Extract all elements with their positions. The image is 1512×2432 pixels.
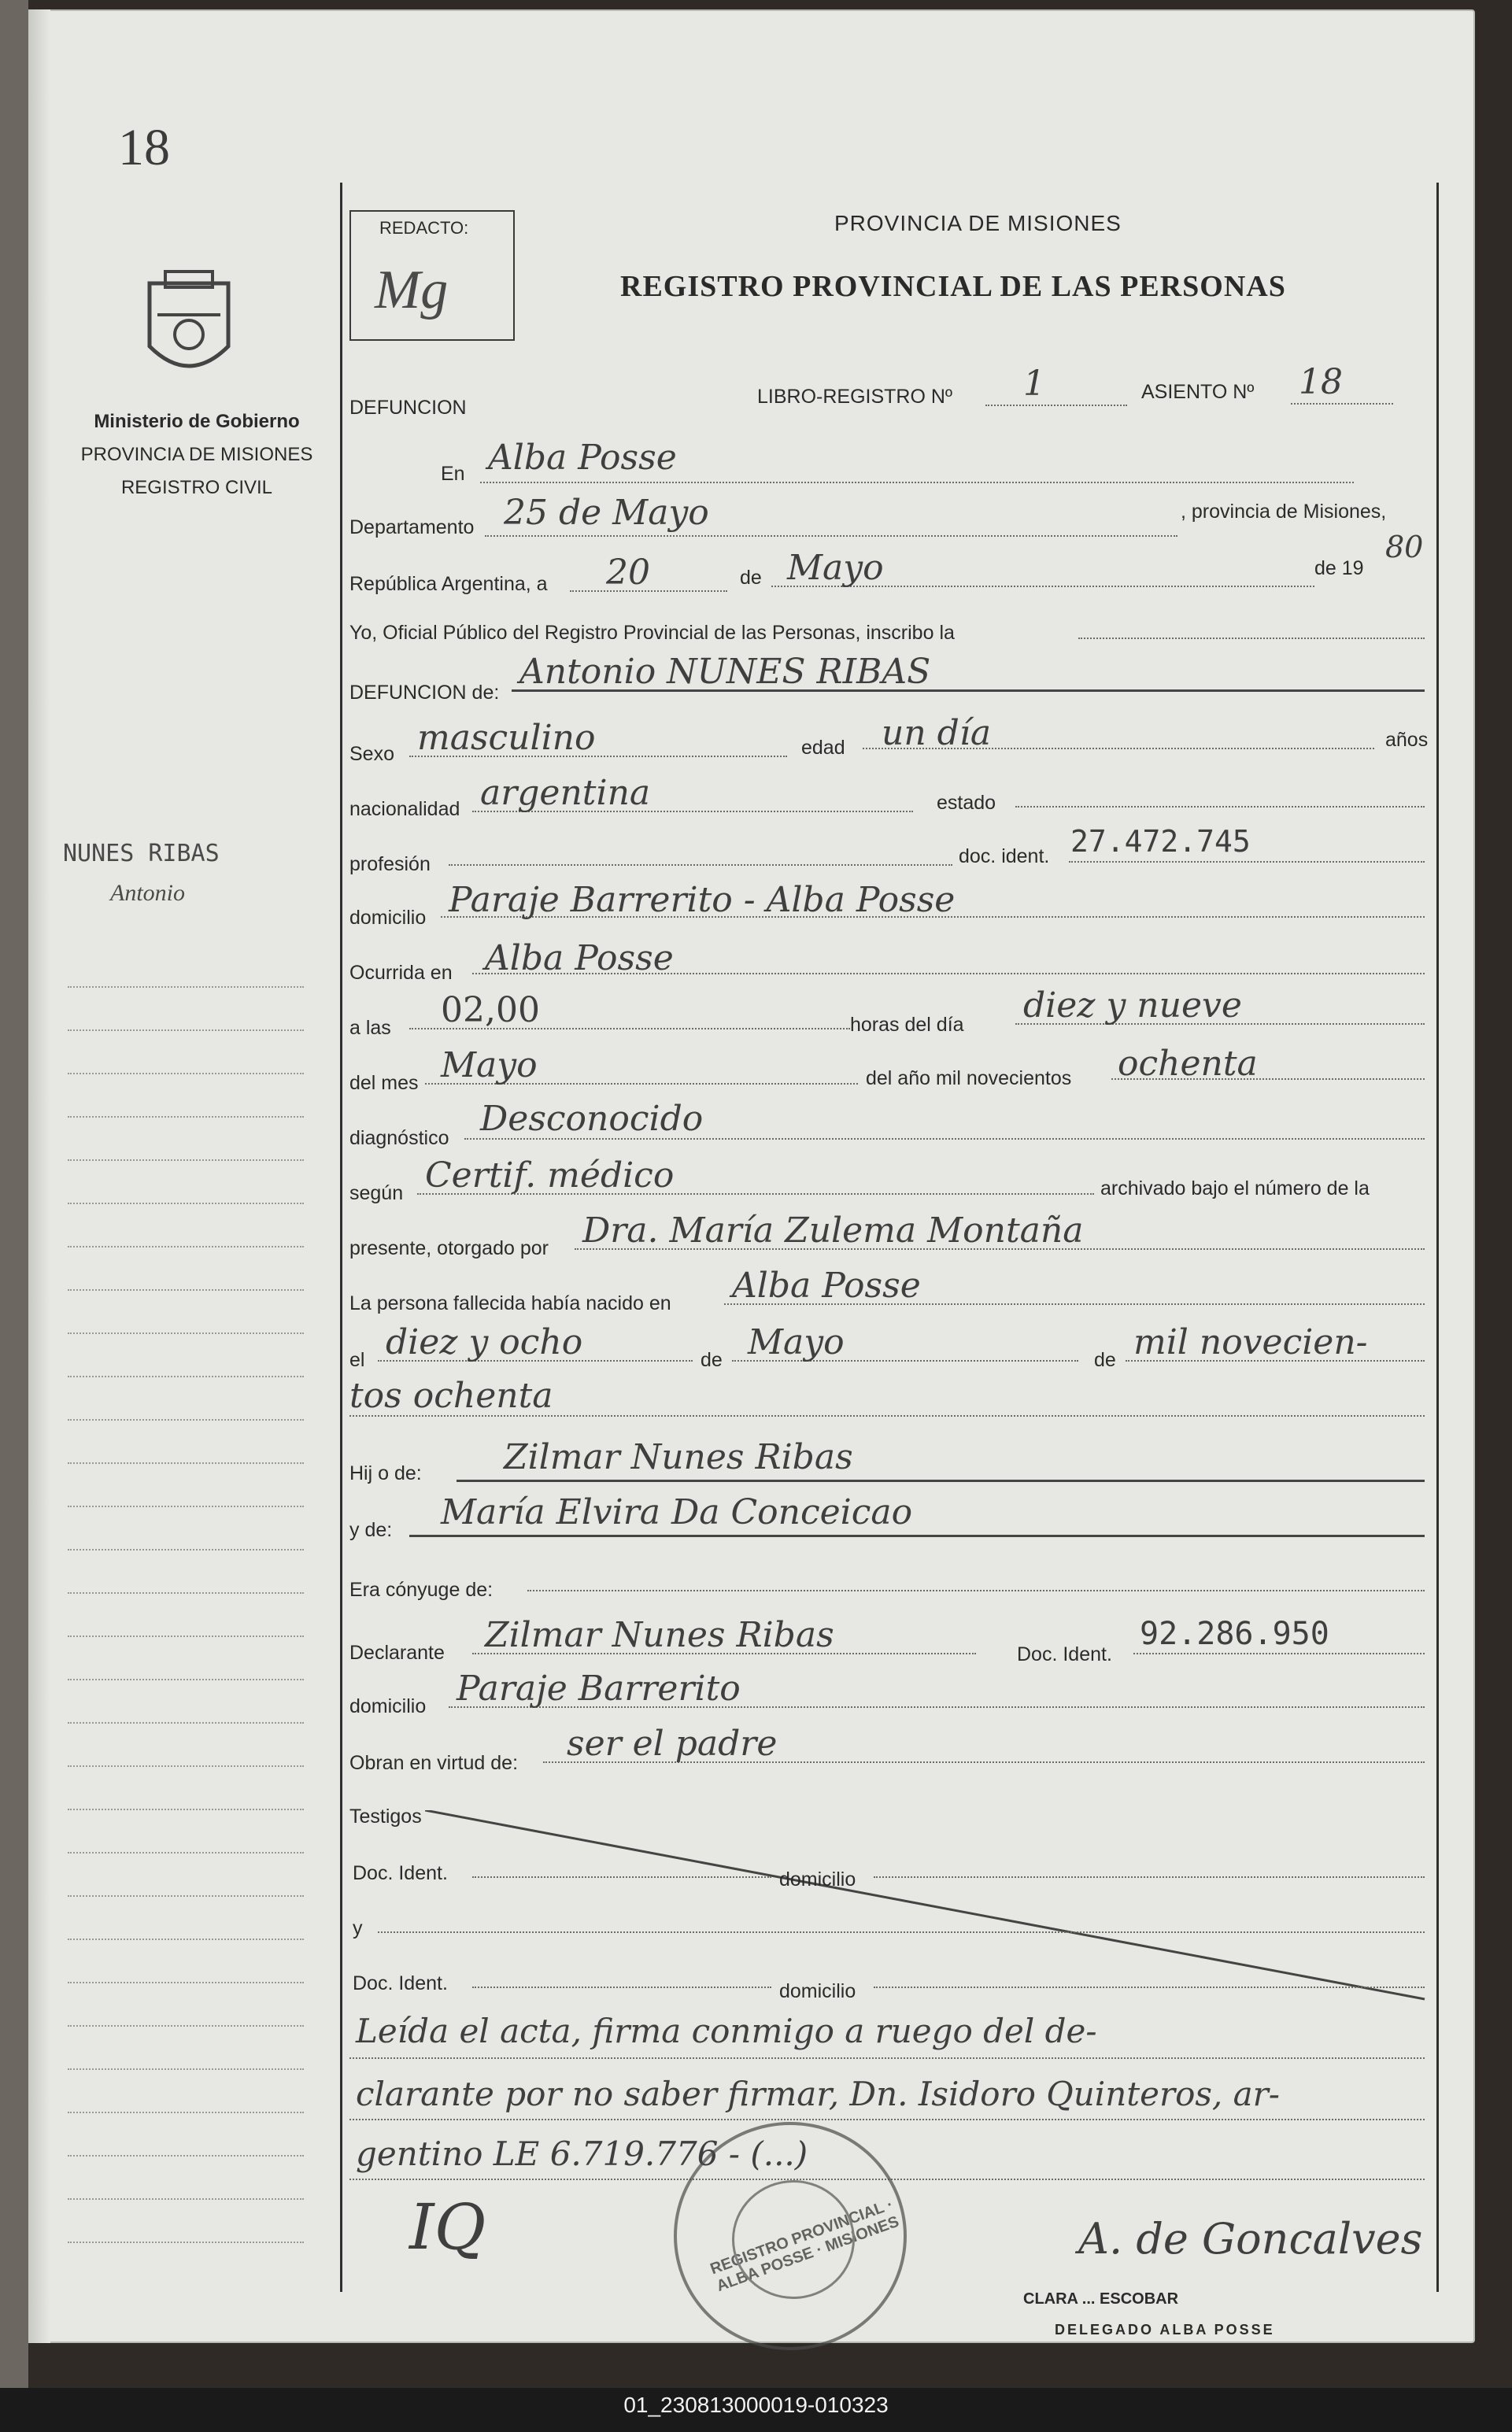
departamento-label: Departamento: [349, 516, 475, 538]
conyuge-label: Era cónyuge de:: [349, 1579, 494, 1601]
province-heading: PROVINCIA DE MISIONES: [834, 211, 1122, 235]
gov-line-3: REGISTRO CIVIL: [120, 477, 273, 498]
tos-value: tos ochenta: [349, 1376, 553, 1416]
republica-label: República Argentina, a: [349, 573, 548, 595]
declarante-label: Declarante: [349, 1642, 445, 1664]
government-seal-icon: [134, 268, 244, 386]
domicilio2-value: Paraje Barrerito: [457, 1669, 741, 1709]
margin-ruled-lines: [68, 944, 304, 2243]
anio-value: 80: [1385, 530, 1424, 564]
nacido-value: Alba Posse: [732, 1266, 921, 1306]
anio-label: de 19: [1314, 557, 1364, 579]
de3-label: de: [1094, 1349, 1116, 1371]
note-line-2: clarante por no saber firmar, Dn. Isidoro Quinteros, ar-: [356, 2075, 1280, 2113]
doc-ident3-label: Doc. Ident.: [353, 1862, 448, 1884]
archivado-label: archivado bajo el número de la: [1100, 1177, 1370, 1199]
oficial-statement: Yo, Oficial Público del Registro Provincial de las Personas, inscribo la: [349, 622, 955, 644]
el-value: diez y ocho: [386, 1322, 583, 1362]
provincia-suffix: , provincia de Misiones,: [1181, 501, 1387, 523]
hijo-label: Hij o de:: [349, 1462, 422, 1484]
horas-label: horas del día: [850, 1014, 964, 1036]
anio-mil-value: ochenta: [1118, 1044, 1258, 1084]
libro-label: LIBRO-REGISTRO Nº: [757, 386, 953, 408]
signature-right: A. de Goncalves: [1078, 2214, 1423, 2264]
redacto-initials: Mg: [375, 260, 449, 320]
obran-label: Obran en virtud de:: [349, 1752, 519, 1774]
libro-value: 1: [1023, 364, 1045, 404]
margin-surname: NUNES RIBAS: [63, 840, 220, 867]
del-mes-label: del mes: [349, 1072, 419, 1094]
presente-label: presente, otorgado por: [349, 1237, 549, 1259]
government-block: [63, 405, 331, 505]
gov-line-1: Ministerio de Gobierno: [94, 411, 300, 432]
y-label: y: [353, 1917, 363, 1939]
image-caption: 01_230813000019-010323: [623, 2393, 889, 2417]
ocurrida-value: Alba Posse: [485, 938, 674, 978]
el-label: el: [349, 1349, 365, 1371]
nacionalidad-label: nacionalidad: [349, 798, 460, 820]
ocurrida-label: Ocurrida en: [349, 962, 453, 984]
domicilio4-label: domicilio: [779, 1980, 856, 2002]
stamp-text: REGISTRO PROVINCIAL · ALBA POSSE · MISIONES: [708, 2195, 902, 2296]
obran-value: ser el padre: [567, 1724, 778, 1764]
nacionalidad-value: argentina: [480, 773, 651, 813]
margin-name: [63, 834, 331, 913]
folio-number: 18: [118, 119, 170, 176]
delegado-line-2: DELEGADO ALBA POSSE: [1055, 2322, 1275, 2338]
note-line-1: Leída el acta, firma conmigo a ruego del de-: [356, 2012, 1097, 2050]
domicilio2-label: domicilio: [349, 1695, 427, 1717]
domicilio-value: Paraje Barrerito - Alba Posse: [449, 880, 956, 920]
doc-ident2-label: Doc. Ident.: [1017, 1643, 1112, 1665]
a-las-label: a las: [349, 1017, 391, 1039]
delegado-line-1: CLARA ... ESCOBAR: [1023, 2290, 1179, 2308]
book-edge: [0, 0, 28, 2432]
registry-title: REGISTRO PROVINCIAL DE LAS PERSONAS: [620, 270, 1286, 303]
gov-line-2: PROVINCIA DE MISIONES: [80, 444, 313, 465]
diagnostico-value: Desconocido: [480, 1099, 704, 1139]
diagnostico-label: diagnóstico: [349, 1127, 449, 1149]
de2-value: Mayo: [748, 1322, 845, 1362]
margin-given-name: Antonio: [110, 880, 185, 906]
horas-value: diez y nueve: [1023, 985, 1242, 1026]
en-label: En: [441, 463, 465, 485]
hijo-value: Zilmar Nunes Ribas: [504, 1437, 853, 1477]
declarante-value: Zilmar Nunes Ribas: [485, 1615, 834, 1655]
segun-value: Certif. médico: [425, 1155, 675, 1196]
anio-mil-label: del año mil novecientos: [866, 1067, 1072, 1089]
asiento-label: ASIENTO Nº: [1141, 381, 1255, 403]
doc-ident-label: doc. ident.: [959, 845, 1050, 867]
domicilio-label: domicilio: [349, 907, 427, 929]
redacto-box: [349, 210, 515, 341]
testigos-strike-line: [425, 1810, 1433, 2007]
defuncion-label: DEFUNCION: [349, 397, 467, 419]
official-stamp: [674, 2122, 907, 2350]
del-mes-value: Mayo: [441, 1045, 538, 1085]
yde-value: María Elvira Da Conceicao: [441, 1492, 913, 1532]
presente-value: Dra. María Zulema Montaña: [582, 1210, 1084, 1251]
edad-value: un día: [882, 713, 992, 753]
asiento-value: 18: [1299, 362, 1343, 402]
segun-label: según: [349, 1182, 404, 1204]
edad-label: edad: [801, 737, 845, 759]
sexo-value: masculino: [417, 718, 596, 758]
estado-label: estado: [937, 792, 996, 814]
de-label: de: [740, 567, 762, 589]
a-las-value: 02,00: [441, 990, 540, 1030]
defuncion-de-label: DEFUNCION de:: [349, 682, 500, 704]
redacto-label: REDACTO:: [379, 218, 469, 238]
doc-ident2-value: 92.286.950: [1140, 1616, 1329, 1652]
doc-ident-value: 27.472.745: [1070, 824, 1251, 859]
de3-value: mil novecien-: [1133, 1322, 1368, 1362]
sexo-label: Sexo: [349, 743, 394, 765]
dia-value: 20: [606, 553, 650, 593]
page-binding: [28, 9, 50, 2343]
en-value: Alba Posse: [488, 438, 677, 478]
departamento-value: 25 de Mayo: [504, 493, 709, 533]
nacido-label: La persona fallecida había nacido en: [349, 1292, 671, 1314]
signature-left: IQ: [409, 2190, 486, 2264]
profesion-label: profesión: [349, 853, 431, 875]
defuncion-de-value: Antonio NUNES RIBAS: [519, 652, 931, 692]
domicilio3-label: domicilio: [779, 1868, 856, 1891]
anios-label: años: [1385, 729, 1429, 751]
de2-label: de: [701, 1349, 723, 1371]
mes-value: Mayo: [787, 548, 884, 588]
yde-label: y de:: [349, 1519, 393, 1541]
doc-ident4-label: Doc. Ident.: [353, 1972, 448, 1994]
note-line-3: gentino LE 6.719.776 - (...): [356, 2134, 808, 2173]
testigos-label: Testigos: [349, 1806, 422, 1828]
